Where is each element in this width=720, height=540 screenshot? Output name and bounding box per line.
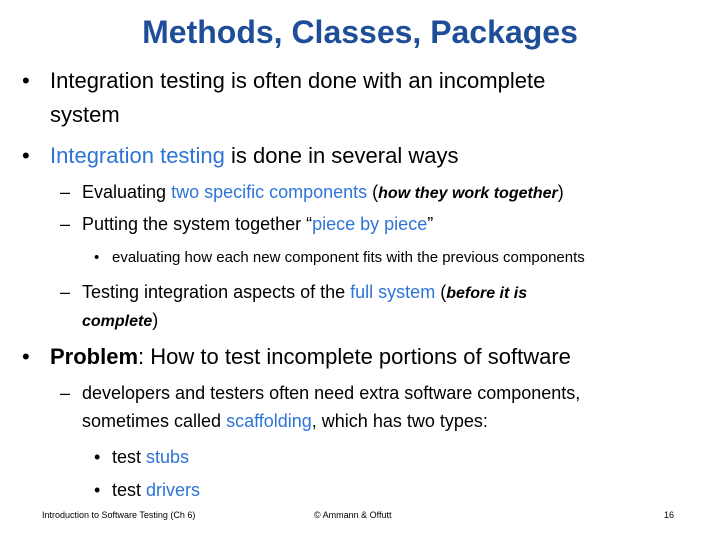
bullet-2-1-mid: ( (367, 182, 379, 202)
bullet-3-1-line-2 (82, 411, 488, 432)
bullet-3-1-post: , which has two types: (311, 411, 488, 431)
dash-marker: – (60, 214, 71, 234)
bullet-marker: • (22, 143, 30, 168)
bullet-3-1-1-pre: test (112, 447, 147, 467)
bullet-2-3-emph-2: complete (82, 313, 153, 330)
dash-marker: – (60, 182, 71, 202)
page-number: 16 (664, 510, 675, 520)
bullet-1-line-1: Integration testing is often done with an incomplete (50, 68, 546, 93)
bullet-2-3-post: ) (152, 310, 159, 330)
bullet-2-1-highlight: two specific components (171, 182, 368, 202)
bullet-2-1-post: ) (557, 182, 564, 202)
bullet-marker: • (94, 447, 101, 467)
bullet-3 (50, 344, 571, 370)
bullet-marker: • (94, 480, 101, 500)
bullet-3-1-1-highlight: stubs (146, 447, 190, 467)
bullet-3-bold: Problem (50, 344, 139, 369)
bullet-2-1 (82, 182, 564, 203)
bullet-2-3-mid: ( (435, 282, 447, 302)
bullet-2-3-line-1 (82, 282, 527, 303)
bullet-2-2-post: ” (427, 214, 434, 234)
bullet-2-2-1: evaluating how each new component fits with the previous components (112, 249, 585, 266)
bullet-2-3-pre: Testing integration aspects of the (82, 282, 351, 302)
bullet-2-2-highlight: piece by piece (312, 214, 428, 234)
bullet-2-3-emph-1: before it is (446, 285, 528, 302)
bullet-3-1-2 (112, 480, 200, 501)
bullet-2-1-pre: Evaluating (82, 182, 172, 202)
bullet-marker: • (94, 249, 100, 266)
bullet-2-2 (82, 214, 433, 235)
bullet-marker: • (22, 68, 30, 93)
bullet-2 (50, 143, 458, 169)
footer-center: © Ammann & Offutt (314, 510, 392, 520)
bullet-2-3-line-2 (82, 310, 158, 331)
bullet-3-1-1 (112, 447, 189, 468)
bullet-marker: • (22, 344, 30, 369)
slide-title: Methods, Classes, Packages (142, 14, 578, 50)
bullet-3-1-pre: sometimes called (82, 411, 227, 431)
bullet-2-1-emph: how they work together (378, 185, 558, 202)
bullet-2-2-pre: Putting the system together “ (82, 214, 313, 234)
bullet-2-3-highlight: full system (350, 282, 436, 302)
bullet-3-1-2-highlight: drivers (146, 480, 201, 500)
bullet-3-1-line-1: developers and testers often need extra software components, (82, 383, 581, 403)
dash-marker: – (60, 383, 71, 403)
bullet-3-rest: : How to test incomplete portions of software (138, 344, 571, 369)
bullet-1-line-2: system (50, 102, 120, 127)
bullet-3-1-2-pre: test (112, 480, 147, 500)
bullet-2-highlight: Integration testing (50, 143, 225, 168)
footer-left: Introduction to Software Testing (Ch 6) (42, 510, 196, 520)
bullet-2-rest: is done in several ways (224, 143, 459, 168)
bullet-3-1-highlight: scaffolding (226, 411, 312, 431)
dash-marker: – (60, 282, 71, 302)
